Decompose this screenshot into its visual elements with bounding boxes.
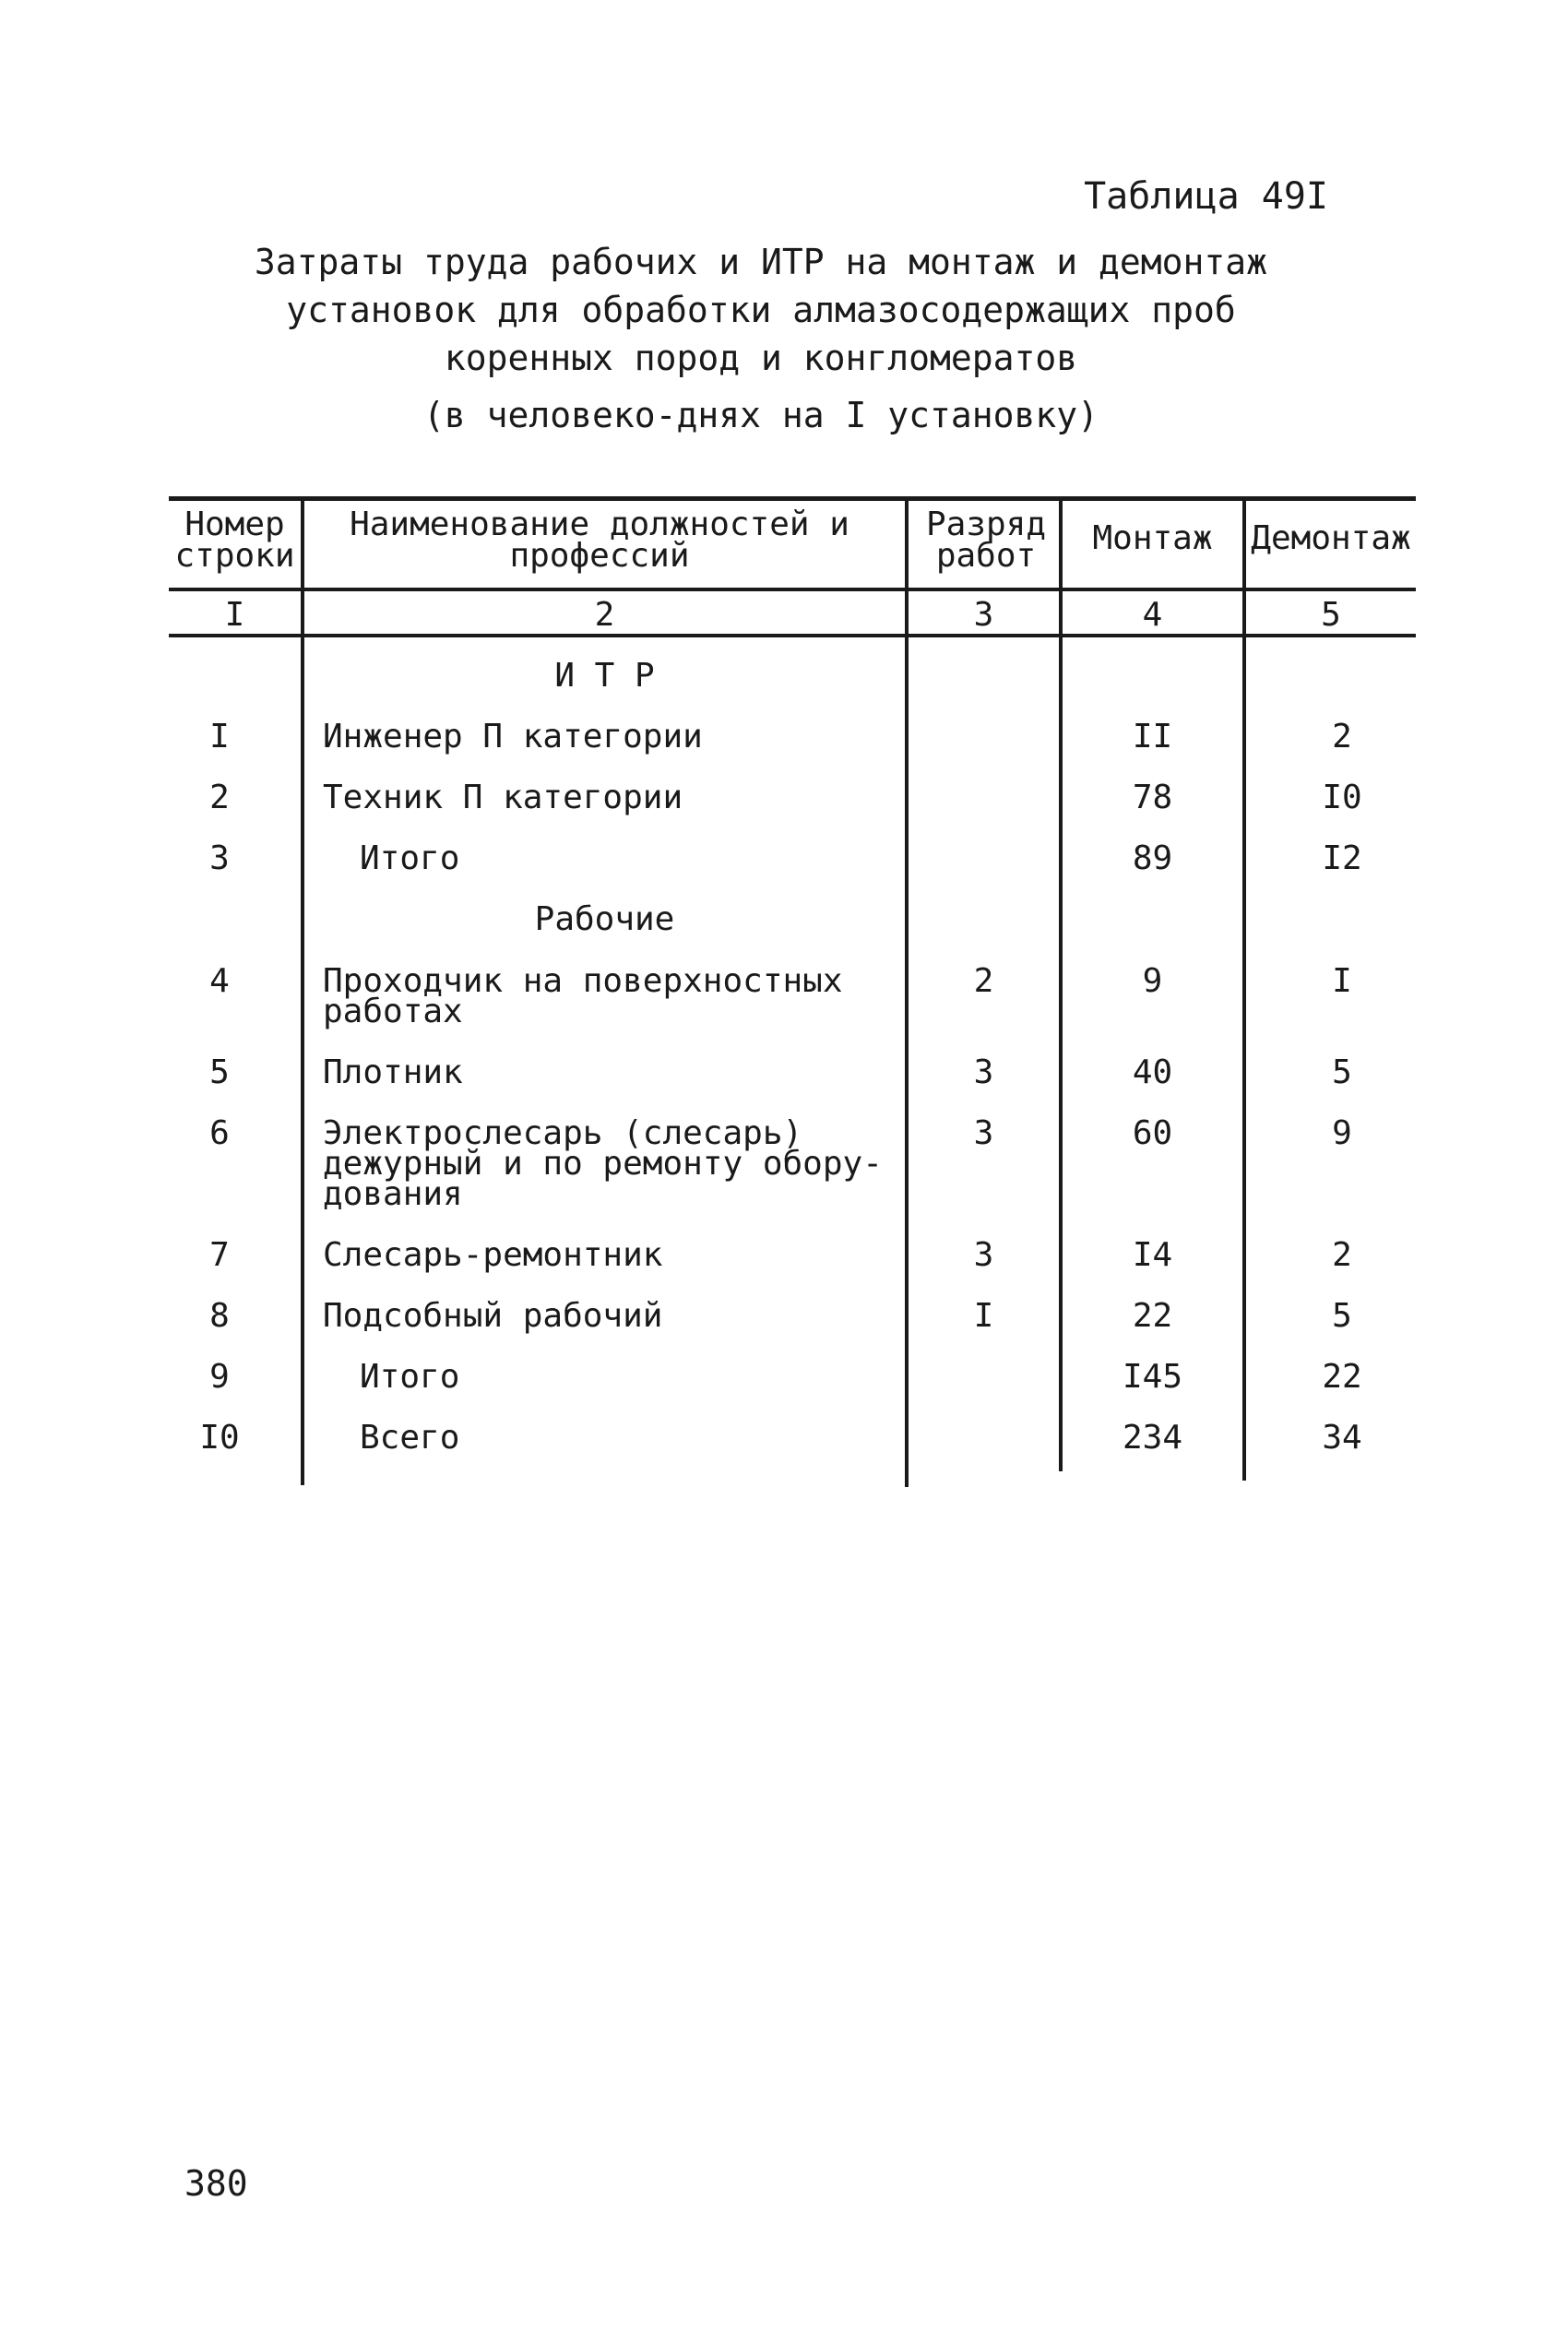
row-8-dismounting: 5 bbox=[1332, 1297, 1352, 1335]
row-6-name-line-2: дежурный и по ремонту обору- bbox=[323, 1145, 883, 1183]
row-5-grade: 3 bbox=[973, 1053, 994, 1091]
row-6-name-line-3: дования bbox=[323, 1175, 463, 1213]
row-10-dismounting: 34 bbox=[1322, 1419, 1362, 1457]
header-position-name: Наименование должностей и профессий bbox=[350, 506, 849, 575]
header-mounting: Монтаж bbox=[1092, 519, 1213, 557]
page-number: 380 bbox=[184, 2163, 248, 2204]
table-units-note: (в человеко-днях на I установку) bbox=[422, 395, 1099, 435]
row-10-number: I0 bbox=[199, 1419, 240, 1457]
row-3-number: 3 bbox=[209, 839, 230, 877]
column-divider-4 bbox=[1242, 498, 1246, 1481]
row-9-dismounting: 22 bbox=[1322, 1358, 1362, 1396]
row-8-number: 8 bbox=[209, 1297, 230, 1335]
column-numbers-bottom-rule bbox=[169, 634, 1416, 637]
row-2-mounting: 78 bbox=[1132, 779, 1173, 816]
row-1-dismounting: 2 bbox=[1332, 718, 1352, 756]
row-2-name: Техник П категории bbox=[323, 779, 683, 816]
header-bottom-rule bbox=[169, 588, 1416, 591]
row-6-grade: 3 bbox=[973, 1114, 994, 1152]
row-4-dismounting: I bbox=[1332, 962, 1352, 1000]
row-6-name-line-1: Электрослесарь (слесарь) bbox=[323, 1114, 803, 1152]
row-8-grade: I bbox=[973, 1297, 994, 1335]
row-7-grade: 3 bbox=[973, 1236, 994, 1274]
header-grade: Разряд работ bbox=[925, 506, 1047, 575]
column-number-4: 4 bbox=[1142, 596, 1163, 634]
row-9-name: Итого bbox=[360, 1358, 460, 1396]
row-7-name: Слесарь-ремонтник bbox=[323, 1236, 663, 1274]
table-number-label: Таблица 49I bbox=[1084, 175, 1328, 218]
row-9-mounting: I45 bbox=[1122, 1358, 1183, 1396]
table-title-line-3: коренных пород и конгломератов bbox=[444, 338, 1078, 378]
column-number-5: 5 bbox=[1321, 596, 1341, 634]
column-number-2: 2 bbox=[594, 596, 615, 634]
row-3-dismounting: I2 bbox=[1322, 839, 1362, 877]
row-7-mounting: I4 bbox=[1132, 1236, 1173, 1274]
header-row-number: Номер строки bbox=[174, 506, 295, 575]
row-5-name: Плотник bbox=[323, 1053, 463, 1091]
row-2-number: 2 bbox=[209, 779, 230, 816]
row-1-mounting: II bbox=[1132, 718, 1173, 756]
row-4-name-line-1: Проходчик на поверхностных bbox=[323, 962, 843, 1000]
row-5-dismounting: 5 bbox=[1332, 1053, 1352, 1091]
header-dismounting: Демонтаж bbox=[1251, 519, 1411, 557]
row-7-dismounting: 2 bbox=[1332, 1236, 1352, 1274]
row-4-name-line-2: работах bbox=[323, 993, 463, 1030]
row-8-name: Подсобный рабочий bbox=[323, 1297, 663, 1335]
row-7-number: 7 bbox=[209, 1236, 230, 1274]
table-top-rule bbox=[169, 496, 1416, 501]
row-8-mounting: 22 bbox=[1132, 1297, 1173, 1335]
table-title-line-1: Затраты труда рабочих и ИТР на монтаж и демонтаж bbox=[254, 242, 1268, 282]
row-6-dismounting: 9 bbox=[1332, 1114, 1352, 1152]
row-1-name: Инженер П категории bbox=[323, 718, 703, 756]
column-number-1: I bbox=[224, 596, 245, 634]
table-title-line-2: установок для обработки алмазосодержащих проб bbox=[286, 290, 1236, 330]
row-1-number: I bbox=[209, 718, 230, 756]
row-10-name: Всего bbox=[360, 1419, 460, 1457]
section-heading-itr: И Т Р bbox=[554, 657, 655, 695]
row-6-number: 6 bbox=[209, 1114, 230, 1152]
row-9-number: 9 bbox=[209, 1358, 230, 1396]
row-4-number: 4 bbox=[209, 962, 230, 1000]
row-2-dismounting: I0 bbox=[1322, 779, 1362, 816]
row-4-grade: 2 bbox=[973, 962, 994, 1000]
row-6-mounting: 60 bbox=[1132, 1114, 1173, 1152]
row-3-name: Итого bbox=[360, 839, 460, 877]
row-5-number: 5 bbox=[209, 1053, 230, 1091]
row-3-mounting: 89 bbox=[1132, 839, 1173, 877]
row-10-mounting: 234 bbox=[1122, 1419, 1183, 1457]
column-divider-1 bbox=[301, 498, 304, 1485]
column-number-3: 3 bbox=[973, 596, 994, 634]
row-4-mounting: 9 bbox=[1142, 962, 1163, 1000]
row-5-mounting: 40 bbox=[1132, 1053, 1173, 1091]
section-heading-workers: Рабочие bbox=[534, 900, 675, 938]
